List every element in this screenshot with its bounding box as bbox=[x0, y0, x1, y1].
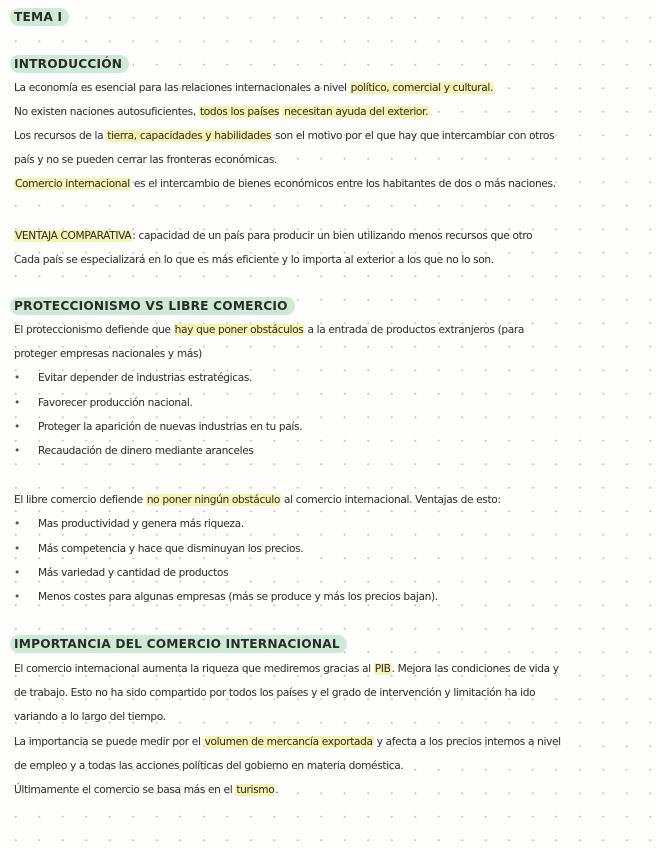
prot-bullet-2 bbox=[14, 395, 192, 411]
text: Más variedad y cantidad de productos bbox=[38, 567, 229, 579]
highlight: todos los países bbox=[199, 106, 280, 118]
intro-line-5 bbox=[14, 176, 556, 192]
prot-bullet-1 bbox=[14, 370, 252, 386]
text: son el motivo por el que hay que intercambiar con otros bbox=[272, 130, 555, 142]
prot-line-2: proteger empresas nacionales y más) bbox=[14, 348, 202, 360]
text: La economía es esencial para las relaciones internacionales a nivel bbox=[14, 82, 350, 94]
imp-line-2: de trabajo. Esto no ha sido compartido por todos los países y el grado de intervención y limitación ha ido bbox=[14, 687, 536, 699]
prot-bullet-3 bbox=[14, 419, 302, 435]
highlight: VENTAJA COMPARATIVA bbox=[15, 230, 132, 242]
text: El libre comercio defiende bbox=[14, 494, 146, 506]
prot-line-1 bbox=[14, 322, 524, 338]
bullet-dot: • bbox=[14, 543, 20, 555]
text: Evitar depender de industrias estratégicas. bbox=[38, 372, 253, 384]
intro-heading-label: INTRODUCCIÓN bbox=[10, 55, 129, 73]
imp-line-3: variando a lo largo del tiempo. bbox=[14, 711, 166, 723]
libre-bullet-4 bbox=[14, 589, 438, 605]
text: La importancia se puede medir por el bbox=[14, 736, 204, 748]
bullet-dot: • bbox=[14, 518, 20, 530]
text: Favorecer producción nacional. bbox=[38, 397, 193, 409]
intro-line-2 bbox=[14, 104, 429, 120]
imp-line-1 bbox=[14, 661, 559, 677]
intro-line-7: Cada país se especializará en lo que es más eficiente y lo importa al exterior a los que no lo son. bbox=[14, 254, 494, 266]
text: . bbox=[275, 784, 279, 796]
text: El comercio internacional aumenta la riqueza que mediremos gracias al bbox=[14, 663, 374, 675]
highlight: volumen de mercancía exportada bbox=[204, 736, 373, 748]
proteccionismo-heading-label: PROTECCIONISMO VS LIBRE COMERCIO bbox=[10, 297, 295, 315]
imp-line-4 bbox=[14, 734, 561, 750]
text: a la entrada de productos extranjeros (para bbox=[304, 324, 525, 336]
intro-line-3 bbox=[14, 128, 554, 144]
highlight: Comercio internacional bbox=[15, 178, 130, 190]
intro-heading bbox=[14, 56, 129, 72]
highlight: necesitan ayuda del exterior. bbox=[284, 106, 429, 118]
text: Mas productividad y genera más riqueza. bbox=[38, 518, 244, 530]
libre-line-1 bbox=[14, 492, 501, 508]
prot-bullet-4 bbox=[14, 443, 254, 459]
text: El proteccionismo defiende que bbox=[14, 324, 174, 336]
bullet-dot: • bbox=[14, 372, 20, 384]
text: Menos costes para algunas empresas (más se produce y más los precios bajan). bbox=[38, 591, 438, 603]
text: Recaudación de dinero mediante aranceles bbox=[38, 445, 254, 457]
text: es el intercambio de bienes económicos entre los habitantes de dos o más naciones. bbox=[130, 178, 556, 190]
text: Últimamente el comercio se basa más en el bbox=[14, 784, 236, 796]
highlight: hay que poner obstáculos bbox=[174, 324, 304, 336]
libre-bullet-3 bbox=[14, 565, 228, 581]
bullet-dot: • bbox=[14, 591, 20, 603]
text: Más competencia y hace que disminuyan los precios. bbox=[38, 543, 304, 555]
highlight: político, comercial y cultural. bbox=[350, 82, 494, 94]
intro-line-1 bbox=[14, 80, 494, 96]
bullet-dot: • bbox=[14, 397, 20, 409]
highlight: PIB bbox=[374, 663, 391, 675]
text: al comercio internacional. Ventajas de esto: bbox=[281, 494, 501, 506]
bullet-dot: • bbox=[14, 567, 20, 579]
highlight: turismo bbox=[236, 784, 275, 796]
text: . Mejora las condiciones de vida y bbox=[391, 663, 559, 675]
libre-bullet-2 bbox=[14, 541, 303, 557]
tema-title bbox=[14, 9, 69, 25]
highlight: tierra, capacidades y habilidades bbox=[107, 130, 272, 142]
importancia-heading-label: IMPORTANCIA DEL COMERCIO INTERNACIONAL bbox=[10, 635, 347, 653]
importancia-heading bbox=[14, 636, 347, 652]
libre-bullet-1 bbox=[14, 516, 244, 532]
bullet-dot: • bbox=[14, 445, 20, 457]
text: Los recursos de la bbox=[14, 130, 107, 142]
text: No existen naciones autosuficientes, bbox=[14, 106, 199, 118]
imp-line-5: de empleo y a todas las acciones políticas del gobierno en materia doméstica. bbox=[14, 760, 404, 772]
intro-line-6 bbox=[14, 228, 532, 244]
intro-line-4: país y no se pueden cerrar las fronteras económicas. bbox=[14, 154, 278, 166]
imp-line-6 bbox=[14, 782, 278, 798]
highlight: no poner ningún obstáculo bbox=[146, 494, 281, 506]
tema-label: TEMA I bbox=[10, 8, 69, 26]
bullet-dot: • bbox=[14, 421, 20, 433]
text: : capacidad de un país para producir un bien utilizando menos recursos que otro bbox=[132, 230, 533, 242]
proteccionismo-heading bbox=[14, 298, 295, 314]
text: y afecta a los precios internos a nivel bbox=[373, 736, 561, 748]
text: Proteger la aparición de nuevas industrias en tu país. bbox=[38, 421, 303, 433]
